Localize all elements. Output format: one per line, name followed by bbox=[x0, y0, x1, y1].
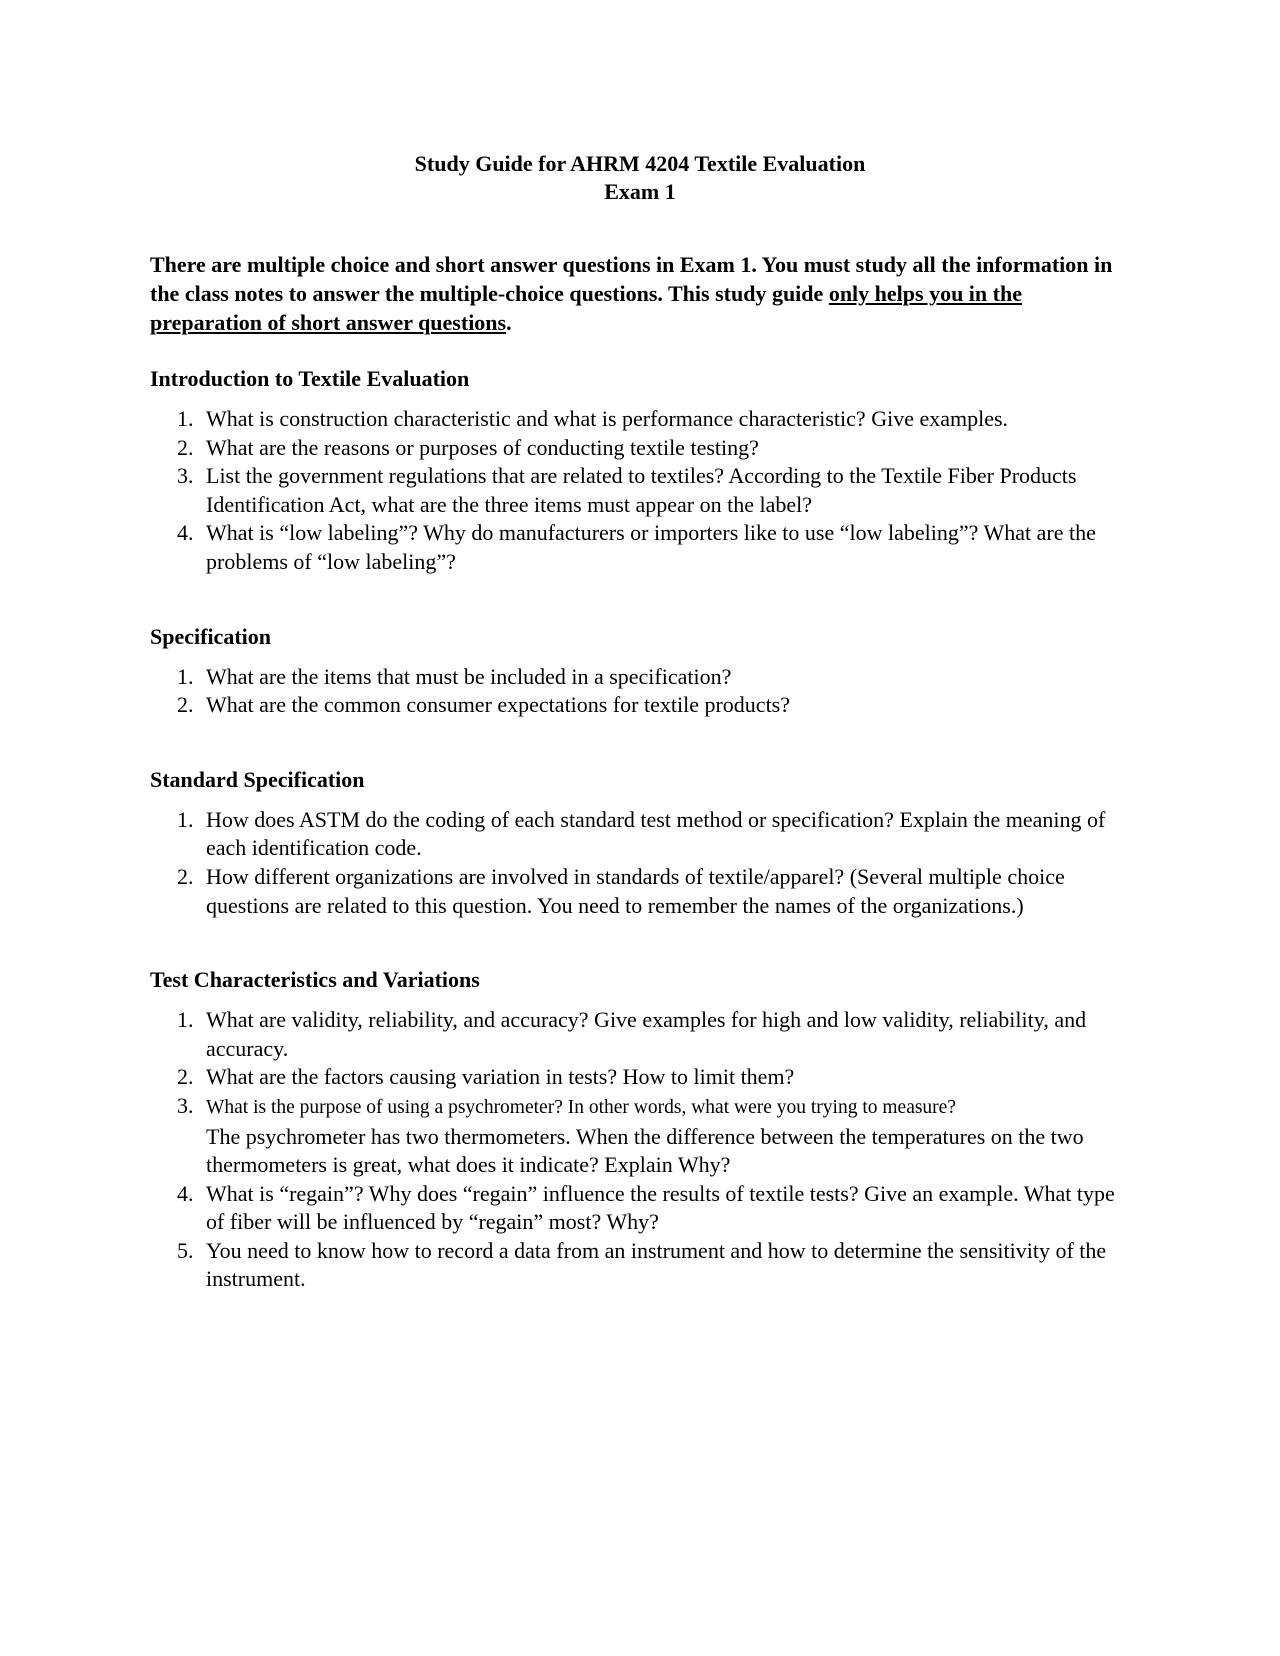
item-text: What is “regain”? Why does “regain” influence the results of textile tests? Give an example. What type of fiber will be influenced by “regain” most? Why? bbox=[206, 1180, 1115, 1235]
item-text: What are the factors causing variation in tests? How to limit them? bbox=[206, 1064, 795, 1090]
list-item bbox=[150, 806, 1130, 863]
section-heading: Specification bbox=[150, 623, 271, 649]
item-text: What are the common consumer expectations for textile products? bbox=[206, 692, 791, 718]
intro-underlined-text: only helps you in the preparation of short answer questions bbox=[150, 281, 1022, 335]
list-item bbox=[150, 1006, 1130, 1063]
intro-text: There are multiple choice and short answer questions in Exam 1. You must study all the information in the class notes to answer the multiple-choice questions. This study guide bbox=[150, 252, 1113, 306]
item-text: What are the items that must be included in a specification? bbox=[206, 663, 732, 689]
item-number: 2. bbox=[177, 1064, 194, 1090]
item-number: 5. bbox=[177, 1237, 194, 1263]
item-text-small: What is the purpose of using a psychrometer? In other words, what were you trying to measure? bbox=[206, 1096, 956, 1118]
list-item bbox=[150, 863, 1130, 920]
list-item bbox=[150, 1237, 1130, 1294]
item-number: 1. bbox=[177, 406, 194, 431]
item-text: What are the reasons or purposes of conducting textile testing? bbox=[206, 434, 759, 460]
item-text: The psychrometer has two thermometers. When the difference between the temperatures on the two thermometers is great, what does it indicate? Explain Why? bbox=[206, 1123, 1084, 1178]
section-heading: Test Characteristics and Variations bbox=[150, 967, 480, 993]
list-item bbox=[150, 1063, 1130, 1092]
list-item bbox=[150, 663, 1130, 692]
section-specification bbox=[150, 623, 1130, 720]
list-item bbox=[150, 434, 1130, 463]
item-text: What are validity, reliability, and accuracy? Give examples for high and low validity, reliability, and accuracy. bbox=[206, 1007, 1087, 1061]
item-number: 2. bbox=[177, 434, 194, 460]
item-text: You need to know how to record a data from an instrument and how to determine the sensitivity of the instrument. bbox=[206, 1237, 1107, 1292]
item-number: 2. bbox=[177, 863, 194, 889]
question-list bbox=[150, 806, 1130, 920]
section-introduction bbox=[150, 365, 1130, 577]
item-number: 1. bbox=[177, 663, 194, 689]
list-item bbox=[150, 1180, 1130, 1237]
item-number: 1. bbox=[177, 1007, 194, 1033]
item-number: 3. bbox=[177, 1092, 194, 1118]
item-number: 4. bbox=[177, 1180, 194, 1206]
item-text: What is “low labeling”? Why do manufacturers or importers like to use “low labeling”? What are the problems of “low labeling”? bbox=[206, 520, 1096, 574]
section-standard-specification bbox=[150, 766, 1130, 920]
document-title bbox=[150, 150, 1130, 206]
section-test-characteristics bbox=[150, 966, 1130, 1294]
list-item bbox=[150, 519, 1130, 576]
section-heading: Introduction to Textile Evaluation bbox=[150, 366, 470, 391]
title-line-2: Exam 1 bbox=[604, 179, 676, 204]
item-number: 1. bbox=[177, 806, 194, 832]
title-line-1: Study Guide for AHRM 4204 Textile Evaluation bbox=[414, 151, 866, 176]
list-item bbox=[150, 462, 1130, 519]
list-item bbox=[150, 1092, 1130, 1180]
item-number: 4. bbox=[177, 520, 194, 546]
question-list bbox=[150, 663, 1130, 720]
question-list bbox=[150, 1006, 1130, 1294]
question-list bbox=[150, 405, 1130, 577]
intro-paragraph bbox=[150, 250, 1130, 337]
item-text: List the government regulations that are related to textiles? According to the Textile Fiber Products Identification Act, what are the three items must appear on the label? bbox=[206, 463, 1077, 517]
item-number: 2. bbox=[177, 692, 194, 718]
section-heading: Standard Specification bbox=[150, 766, 365, 792]
intro-end: . bbox=[506, 310, 512, 335]
item-text: What is construction characteristic and what is performance characteristic? Give examples. bbox=[206, 406, 1009, 431]
item-text: How different organizations are involved in standards of textile/apparel? (Several multiple choice questions are related to this question. You need to remember the names of the organizations.) bbox=[206, 863, 1065, 918]
document-page bbox=[150, 150, 1130, 1294]
list-item bbox=[150, 691, 1130, 720]
item-number: 3. bbox=[177, 463, 194, 489]
item-text: How does ASTM do the coding of each standard test method or specification? Explain the meaning of each identification code. bbox=[206, 806, 1106, 861]
list-item bbox=[150, 405, 1130, 434]
